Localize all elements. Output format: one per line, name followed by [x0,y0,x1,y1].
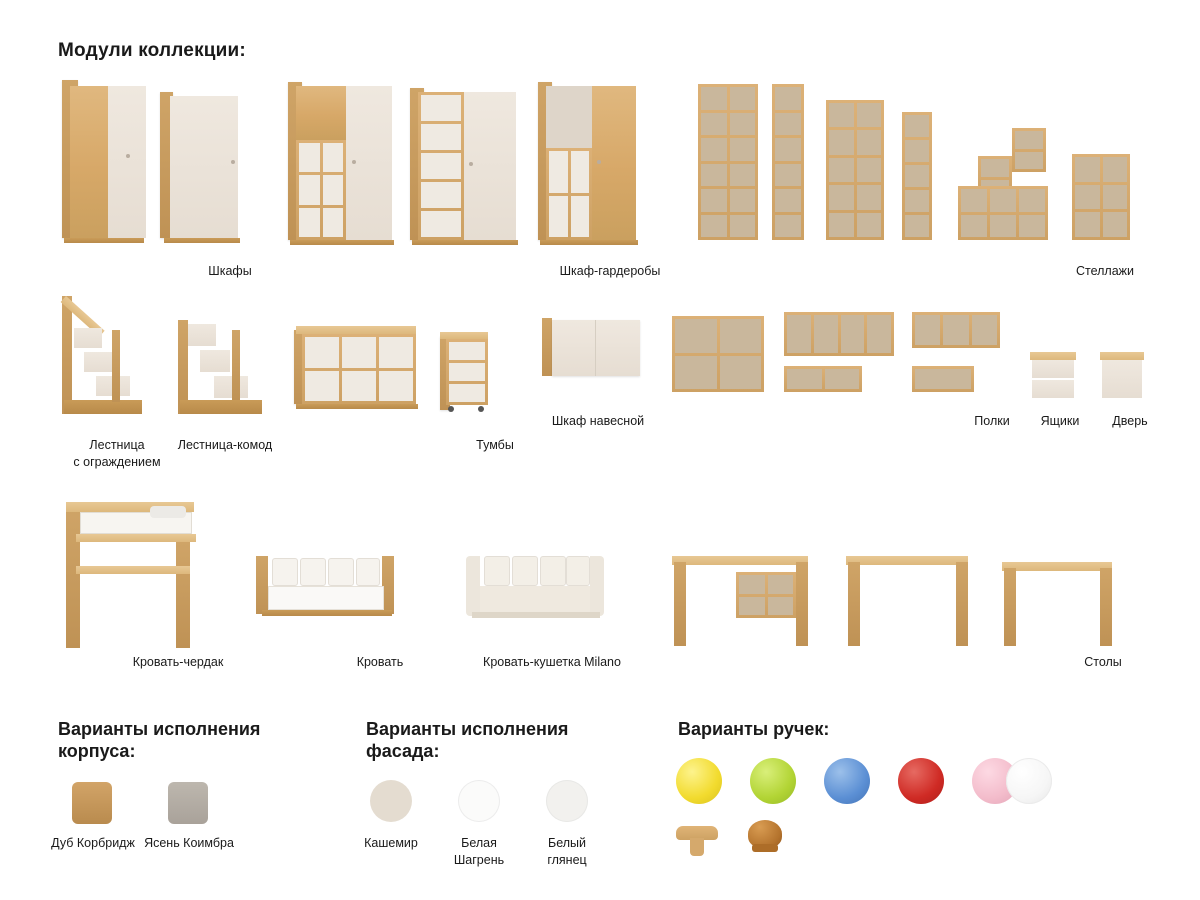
sofa-right-arm [590,556,604,616]
drawer-front [1032,380,1074,398]
caption-stairs-chest: Лестница-комод [177,438,273,452]
swatch-facade-0[interactable] [370,780,412,822]
pedestal-mobile-drawers [446,339,488,405]
swatch-facade-2[interactable] [546,780,588,822]
shelf-unit-low-2 [784,366,862,392]
loft-bed-base [76,534,196,542]
handles-title: Варианты ручек: [678,719,830,739]
drawer-front [1032,360,1074,378]
chest-side-right [232,330,240,400]
handle-knob-blue[interactable] [824,758,870,804]
caster-wheel [478,406,484,412]
door-front [1102,360,1142,398]
wardrobe-door-oak [70,86,108,238]
sofa-cushion [540,556,566,586]
loft-bed-left-post [66,508,80,648]
loft-desk-top [76,566,190,574]
caption-bed: Кровать [356,655,404,669]
swatch-facade-0-label: Кашемир [364,836,418,850]
sofa-cushion [566,556,590,586]
swatch-facade-2-label-line1: Белый [547,836,586,850]
caption-shelves: Полки [974,414,1010,428]
sofa-cushion [512,556,538,586]
desk-leg [1004,568,1016,646]
desk-top [846,556,968,565]
closet-top-oak [296,86,346,140]
swatch-facade-1-label-line1: Белая [461,836,497,850]
caption-stairs-rail-line1: Лестница [89,438,145,452]
caption-wall-cabinet: Шкаф навесной [551,414,645,428]
caption-sofa-bed: Кровать-кушетка Milano [483,655,621,669]
caster-wheel [448,406,454,412]
sofa-base [472,612,600,618]
caption-racks: Стеллажи [1075,264,1135,278]
closet-open-shelves [418,92,464,240]
wardrobe-door-cream [170,96,238,238]
caption-pedestals: Тумбы [476,438,514,452]
wall-cabinet-door-split [595,320,596,376]
closet-open-shelves [296,140,346,240]
wall-cabinet-doors [552,320,640,376]
handle-dot [597,160,601,164]
swatch-body-0[interactable] [72,782,112,824]
caption-wardrobes: Шкафы [208,264,252,278]
closet-open-shelves [546,148,592,240]
bed-cushion [356,558,380,586]
sofa-left-arm [466,556,480,616]
handle-knob-yellow[interactable] [676,758,722,804]
handle-knob-red[interactable] [898,758,944,804]
body-options-title-line1: Варианты исполнения [58,719,261,739]
closet-base [290,240,394,245]
desk-leg [848,562,860,646]
closet-base [412,240,518,245]
stairs-side [62,296,72,414]
swatch-facade-2-label-line2: глянец [547,853,587,867]
caption-stairs-rail-line2: с ограждением [73,455,161,469]
handle-knob-green[interactable] [750,758,796,804]
stairs-base [64,400,142,414]
bed-left-arm [256,556,268,614]
loft-bed-right-post [176,542,190,648]
handle-dot [469,162,473,166]
handle-dot [231,160,235,164]
stairs-step-drawer [74,328,102,348]
page-title: Модули коллекции: [58,40,246,61]
shelf-unit-square [672,316,764,392]
caption-desks: Столы [1084,655,1122,669]
bed-cushion [328,558,354,586]
sofa-cushion [484,556,510,586]
bed-cushion [300,558,326,586]
bed-cushion [272,558,298,586]
desk-leg [1100,568,1112,646]
desk-leg [796,562,808,646]
swatch-facade-1[interactable] [458,780,500,822]
desk-top [672,556,808,565]
body-options-title-line2: корпуса: [58,741,136,761]
chest-base [180,400,262,414]
facade-options-title-line1: Варианты исполнения [366,719,569,739]
chest-step-drawer [188,324,216,346]
caption-door: Дверь [1112,414,1148,428]
swatch-body-0-label: Дуб Корбридж [51,836,135,850]
wall-cabinet-side [542,318,552,376]
shelf-unit-wide-3 [912,312,1000,348]
bed-seat [268,586,384,610]
loft-bed-pillow [150,506,186,518]
desk-top [1002,562,1112,571]
rack-mid-wide [826,100,884,240]
caption-drawers: Ящики [1040,414,1080,428]
caption-wardrobe-closets: Шкаф-гардеробы [559,264,661,278]
facade-options-title-line2: фасада: [366,741,440,761]
wardrobe-base [164,238,240,243]
handle-wood-round-base [752,844,778,852]
wardrobe-base [64,238,144,243]
swatch-body-1-label: Ясень Коимбра [144,836,234,850]
pedestal-mobile-top [440,332,488,339]
closet-door-cream [464,92,516,240]
caption-loft-bed: Кровать-чердак [132,655,224,669]
pedestal-base [296,404,418,409]
swatch-body-1[interactable] [168,782,208,824]
drawer-top [1030,352,1076,360]
rack-tall-narrow [772,84,804,240]
handle-dot [126,154,130,158]
handle-wood-flat-stem [690,838,704,856]
rack-tall-wide [698,84,758,240]
rack-mid-narrow [902,112,932,240]
closet-top-cream [546,86,592,148]
handle-knob-white[interactable] [1006,758,1052,804]
desk-leg [956,562,968,646]
rack-step-top [1012,128,1046,172]
pedestal-drawers [302,334,416,404]
closet-base [540,240,638,245]
handle-dot [352,160,356,164]
desk-leg [674,562,686,646]
shelf-unit-wide-4 [784,312,894,356]
pedestal-top [296,326,416,334]
rack-small [1072,154,1130,240]
door-top [1100,352,1144,360]
rack-step-base [958,186,1048,240]
bed-base [262,610,392,616]
wardrobe-door-cream [108,86,146,238]
stairs-side-right [112,330,120,402]
sofa-seat [480,586,590,612]
desk-shelf-unit [736,572,796,618]
swatch-facade-1-label-line2: Шагрень [453,853,505,867]
shelf-unit-single [912,366,974,392]
chest-step-drawer [214,376,248,398]
chest-step-drawer [200,350,230,372]
